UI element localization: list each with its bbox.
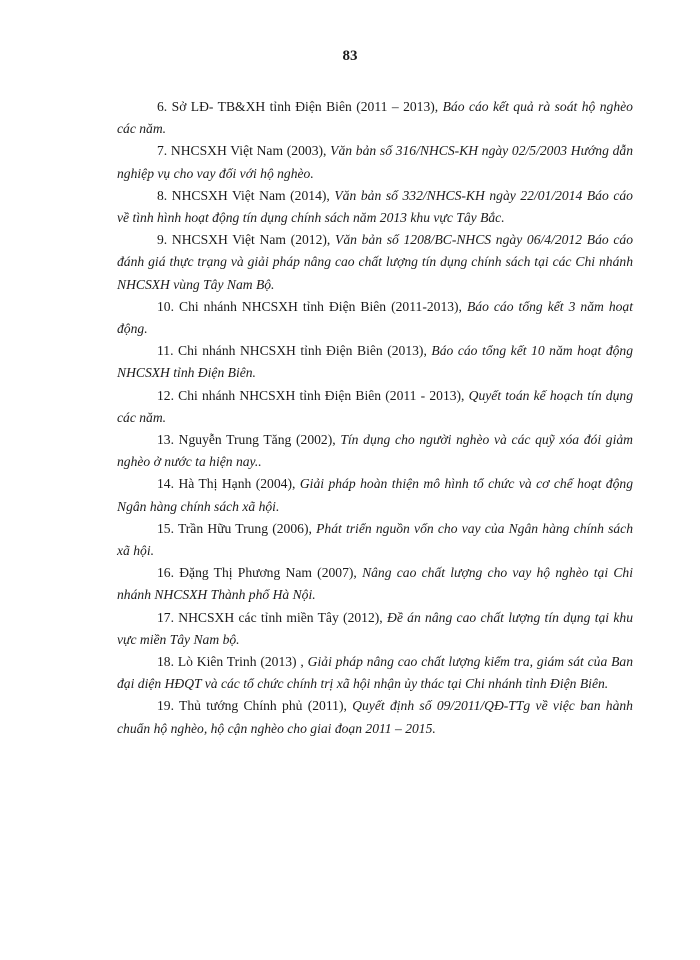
- reference-item: [117, 562, 633, 606]
- reference-item: [117, 385, 633, 429]
- reference-title: Báo cáo tổng kết 10 năm hoạt động NHCSXH tỉnh Điện Biên.: [117, 343, 634, 381]
- reference-item: [117, 185, 633, 229]
- reference-author: 13. Nguyễn Trung Tăng (2002),: [157, 432, 341, 448]
- reference-author: 8. NHCSXH Việt Nam (2014),: [157, 187, 335, 203]
- reference-item: [117, 651, 633, 695]
- reference-item: [117, 296, 633, 340]
- reference-title: Đề án nâng cao chất lượng tín dụng tại khu vực miền Tây Nam bộ.: [117, 609, 633, 647]
- reference-title: Văn bản số 332/NHCS-KH ngày 22/01/2014 Báo cáo về tình hình hoạt động tín dụng chính sách năm 2013 khu vực Tây Bắc.: [117, 187, 633, 226]
- reference-author: 17. NHCSXH các tỉnh miền Tây (2012),: [157, 609, 387, 625]
- reference-item: [117, 140, 633, 184]
- reference-item: [117, 429, 633, 473]
- reference-author: 16. Đặng Thị Phương Nam (2007),: [157, 565, 363, 581]
- reference-title: Nâng cao chất lượng cho vay hộ nghèo tại Chi nhánh NHCSXH Thành phố Hà Nội.: [117, 565, 634, 603]
- reference-author: 11. Chi nhánh NHCSXH tỉnh Điện Biên (2013),: [157, 343, 432, 359]
- reference-title: Văn bản số 316/NHCS-KH ngày 02/5/2003 Hướng dẫn nghiệp vụ cho vay đối với hộ nghèo.: [117, 143, 633, 181]
- reference-item: [117, 518, 633, 562]
- reference-title: Phát triển nguồn vốn cho vay của Ngân hàng chính sách xã hội.: [117, 520, 634, 559]
- reference-item: [117, 340, 633, 384]
- reference-author: 18. Lò Kiên Trinh (2013) ,: [157, 654, 308, 670]
- reference-title: Giải pháp nâng cao chất lượng kiểm tra, giám sát của Ban đại diện HĐQT và các tổ chức chính trị xã hội nhận ủy thác tại Chi nhánh tỉnh Điện Biên.: [117, 654, 633, 692]
- reference-item: [117, 607, 633, 651]
- reference-author: 14. Hà Thị Hạnh (2004),: [157, 476, 300, 492]
- reference-author: 9. NHCSXH Việt Nam (2012),: [157, 232, 336, 248]
- reference-item: [117, 229, 633, 296]
- reference-author: 10. Chi nhánh NHCSXH tỉnh Điện Biên (2011-2013),: [157, 298, 467, 314]
- reference-title: Tín dụng cho người nghèo và các quỹ xóa đói giảm nghèo ở nước ta hiện nay..: [117, 432, 633, 470]
- reference-title: Báo cáo tổng kết 3 năm hoạt động.: [117, 298, 633, 337]
- reference-author: 19. Thủ tướng Chính phủ (2011),: [157, 698, 353, 714]
- reference-author: 15. Trần Hữu Trung (2006),: [157, 520, 317, 536]
- page-number: 83: [342, 48, 358, 64]
- reference-title: Quyết định số 09/2011/QĐ-TTg về việc ban hành chuẩn hộ nghèo, hộ cận nghèo cho giai đoạn 2011 – 2015.: [117, 698, 633, 736]
- reference-title: Văn bản số 1208/BC-NHCS ngày 06/4/2012 Báo cáo đánh giá thực trạng và giải pháp nâng cao chất lượng tín dụng chính sách tại các Chi nhánh NHCSXH vùng Tây Nam Bộ.: [117, 232, 633, 292]
- reference-item: [117, 473, 633, 517]
- reference-item: [117, 96, 633, 140]
- reference-title: Báo cáo kết quả rà soát hộ nghèo các năm.: [117, 99, 633, 137]
- reference-title: Giải pháp hoàn thiện mô hình tổ chức và cơ chế hoạt động Ngân hàng chính sách xã hội.: [117, 476, 633, 514]
- reference-list: [117, 96, 633, 740]
- reference-author: 6. Sở LĐ- TB&XH tỉnh Điện Biên (2011 – 2013),: [157, 99, 443, 114]
- reference-author: 7. NHCSXH Việt Nam (2003),: [157, 143, 331, 159]
- reference-author: 12. Chi nhánh NHCSXH tỉnh Điện Biên (2011 - 2013),: [157, 387, 469, 403]
- reference-title: Quyết toán kế hoạch tín dụng các năm.: [117, 387, 633, 425]
- reference-item: [117, 695, 633, 739]
